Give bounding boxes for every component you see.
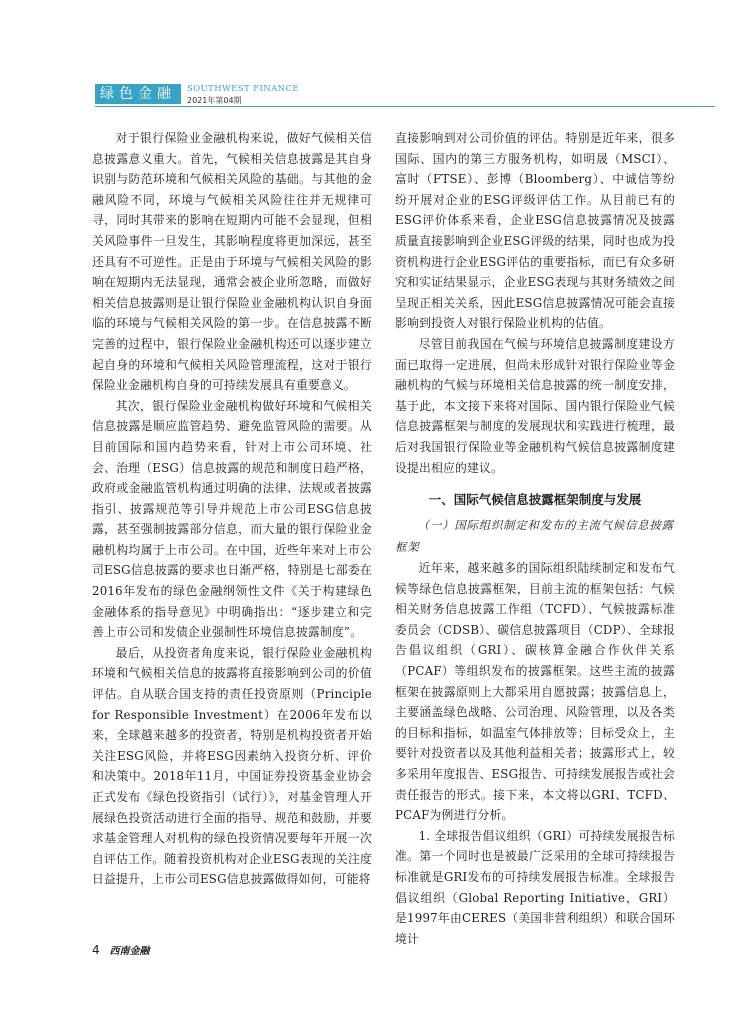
- subsection-heading: （一）国际组织制定和发布的主流气候信息披露框架: [395, 518, 674, 555]
- section-tag: 绿色金融: [95, 84, 181, 104]
- issue-label: 2021年第04期: [187, 96, 242, 105]
- paragraph: 最后，从投资者角度来说，银行保险业金融机构环境和气候相关信息的披露将直接影响到公司的价值评估。自从联合国支持的责任投资原则（Principle for Responsible Investment）在2006年发布以来，全球越来越多的投资者，特别是机构投资者开始关注ESG风险，并将ESG因素纳入投资分析、评价和决策中。2018年11月，中国证券投资基金业协会正式发布《绿色投资指引（试行）》，对基金管理人开展绿色投资活动进行全面的指导、规范和鼓励，并要求基金管理人对机构的绿色投资情况要每年开展一次自评估工作。随着投资机构对企业ESG表现的关注度日益提升，上市公司ESG信息披露做得如何，可能将: [92, 645, 372, 887]
- right-column: [395, 128, 675, 949]
- paragraph: 对于银行保险业金融机构来说，做好气候相关信息披露意义重大。首先，气候相关信息披露是其自身识别与防范环境和气候相关风险的基础。与其他的金融风险不同，环境与气候相关风险往往并无规律可寻，同时其带来的影响在短期内可能不会显现，但相关风险事件一旦发生，其影响程度将更加深远，甚至还具有不可逆性。正是由于环境与气候相关风险的影响在短期内无法显现，通常会被企业所忽略，而做好相关信息披露则是让银行保险业金融机构认识自身面临的环境与气候相关风险的第一步。在信息披露不断完善的过程中，银行保险业金融机构还可以逐步建立起自身的环境和气候相关风险管理流程，这对于银行保险业金融机构自身的可持续发展具有重要意义。: [92, 131, 372, 393]
- paragraph: 1. 全球报告倡议组织（GRI）可持续发展报告标准。第一个同时也是被最广泛采用的全球可持续报告标准就是GRI发布的可持续发展报告标准。全球报告倡议组织（Global Reporting Initiative，GRI）是1997年由CERES（美国非营利组织）和联合国环境计: [395, 828, 675, 946]
- journal-footer-name: 西南金融: [109, 946, 150, 957]
- paragraph: 其次，银行保险业金融机构做好环境和气候相关信息披露是顺应监管趋势、避免监管风险的需要。从目前国际和国内趋势来看，针对上市公司环境、社会、治理（ESG）信息披露的规范和制度日趋严格，政府或金融监管机构通过明确的法律、法规或者披露指引、披露规范等引导并规范上市公司ESG信息披露，甚至强制披露部分信息，而大量的银行保险业金融机构均属于上市公司。在中国，近些年来对上市公司ESG信息披露的要求也日渐严格，特别是七部委在2016年发布的绿色金融纲领性文件《关于构建绿色金融体系的指导意见》中明确指出：“逐步建立和完善上市公司和发债企业强制性环境信息披露制度”。: [92, 398, 372, 640]
- journal-header: [95, 83, 715, 107]
- left-column: [92, 128, 372, 890]
- section-heading: 一、国际气候信息披露框架制度与发展: [428, 492, 642, 508]
- continued-paragraph: 直接影响到对公司价值的评估。特别是近年来，很多国际、国内的第三方服务机构，如明晟（MSCI）、富时（FTSE）、彭博（Bloomberg）、中诚信等纷纷开展对企业的ESG评级评估工作。从目前已有的ESG评价体系来看，企业ESG信息披露情况及披露质量直接影响到企业ESG评级的结果，同时也成为投资机构进行企业ESG评估的重要指标，而已有众多研究和实证结果显示，企业ESG表现与其财务绩效之间呈现正相关关系，因此ESG信息披露情况可能会直接影响到投资人对银行保险业机构的估值。: [395, 131, 675, 331]
- paragraph: 尽管目前我国在气候与环境信息披露制度建设方面已取得一定进展，但尚未形成针对银行保险业等金融机构的气候与环境相关信息披露的统一制度安排，基于此，本文接下来将对国际、国内银行保险业气候信息披露框架与制度的发展现状和实践进行梳理，最后对我国银行保险业等金融机构气候信息披露制度建设提出相应的建议。: [395, 336, 675, 475]
- page-footer: [92, 942, 149, 957]
- paragraph: 近年来，越来越多的国际组织陆续制定和发布气候等绿色信息披露框架，目前主流的框架包括：气候相关财务信息披露工作组（TCFD）、气候披露标准委员会（CDSB）、碳信息披露项目（CDP）、全球报告倡议组织（GRI）、碳核算金融合作伙伴关系（PCAF）等组织发布的披露框架。这些主流的披露框架在披露原则上大都采用自愿披露；披露信息上，主要涵盖绿色战略、公司治理、风险管理，以及各类的目标和指标，如温室气体排放等；目标受众上，主要针对投资者以及其他利益相关者；披露形式上，较多采用年度报告、ESG报告、可持续发展报告或社会责任报告的形式。接下来，本文将以GRI、TCFD、PCAF为例进行分析。: [395, 561, 675, 823]
- journal-english-name: SOUTHWEST FINANCE: [187, 84, 299, 94]
- page-number: 4: [92, 943, 100, 957]
- header-rule: [95, 106, 715, 107]
